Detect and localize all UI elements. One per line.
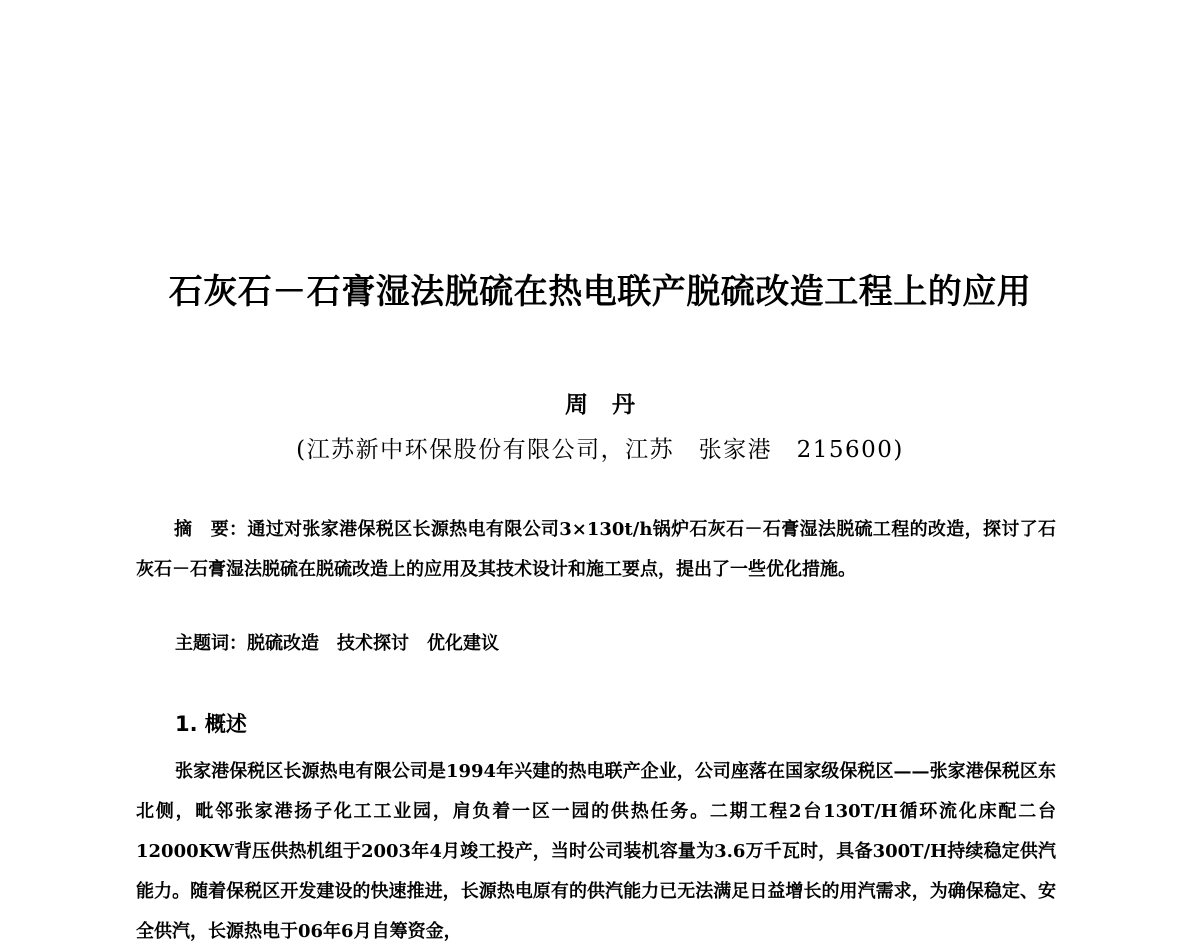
section-heading: 1. 概述 bbox=[175, 712, 247, 736]
section-paragraph: 张家港保税区长源热电有限公司是1994年兴建的热电联产企业，公司座落在国家级保税区——张家港保税区东北侧，毗邻张家港扬子化工工业园，肩负着一区一园的供热任务。二期工程2台130T/H循环流化床配二台12000KW背压供热机组于2003年4月竣工投产，当时公司装机容量为3.6万千瓦时，具备300T/H持续稳定供汽能力。随着保税区开发建设的快速推进，长源热电原有的供汽能力已无法满足日益增长的用汽需求，为确保稳定、安全供汽，长源热电于06年6月自筹资金， bbox=[136, 761, 1056, 942]
abstract bbox=[136, 510, 1056, 590]
author-name: 周丹 bbox=[565, 391, 659, 418]
author-affiliation: (江苏新中环保股份有限公司，江苏 张家港 215600) bbox=[296, 437, 904, 463]
keyword: 技术探讨 bbox=[337, 633, 409, 654]
keywords bbox=[175, 624, 1055, 664]
paper-title: 石灰石－石膏湿法脱硫在热电联产脱硫改造工程上的应用 bbox=[168, 272, 1032, 312]
keyword: 脱硫改造 bbox=[247, 633, 319, 654]
abstract-text: 通过对张家港保税区长源热电有限公司3×130t/h锅炉石灰石－石膏湿法脱硫工程的改造，探讨了石灰石－石膏湿法脱硫在脱硫改造上的应用及其技术设计和施工要点，提出了一些优化措施。 bbox=[136, 519, 1057, 580]
keywords-label: 主题词： bbox=[175, 633, 247, 654]
abstract-label: 摘 要： bbox=[174, 519, 248, 540]
keyword: 优化建议 bbox=[427, 633, 499, 654]
